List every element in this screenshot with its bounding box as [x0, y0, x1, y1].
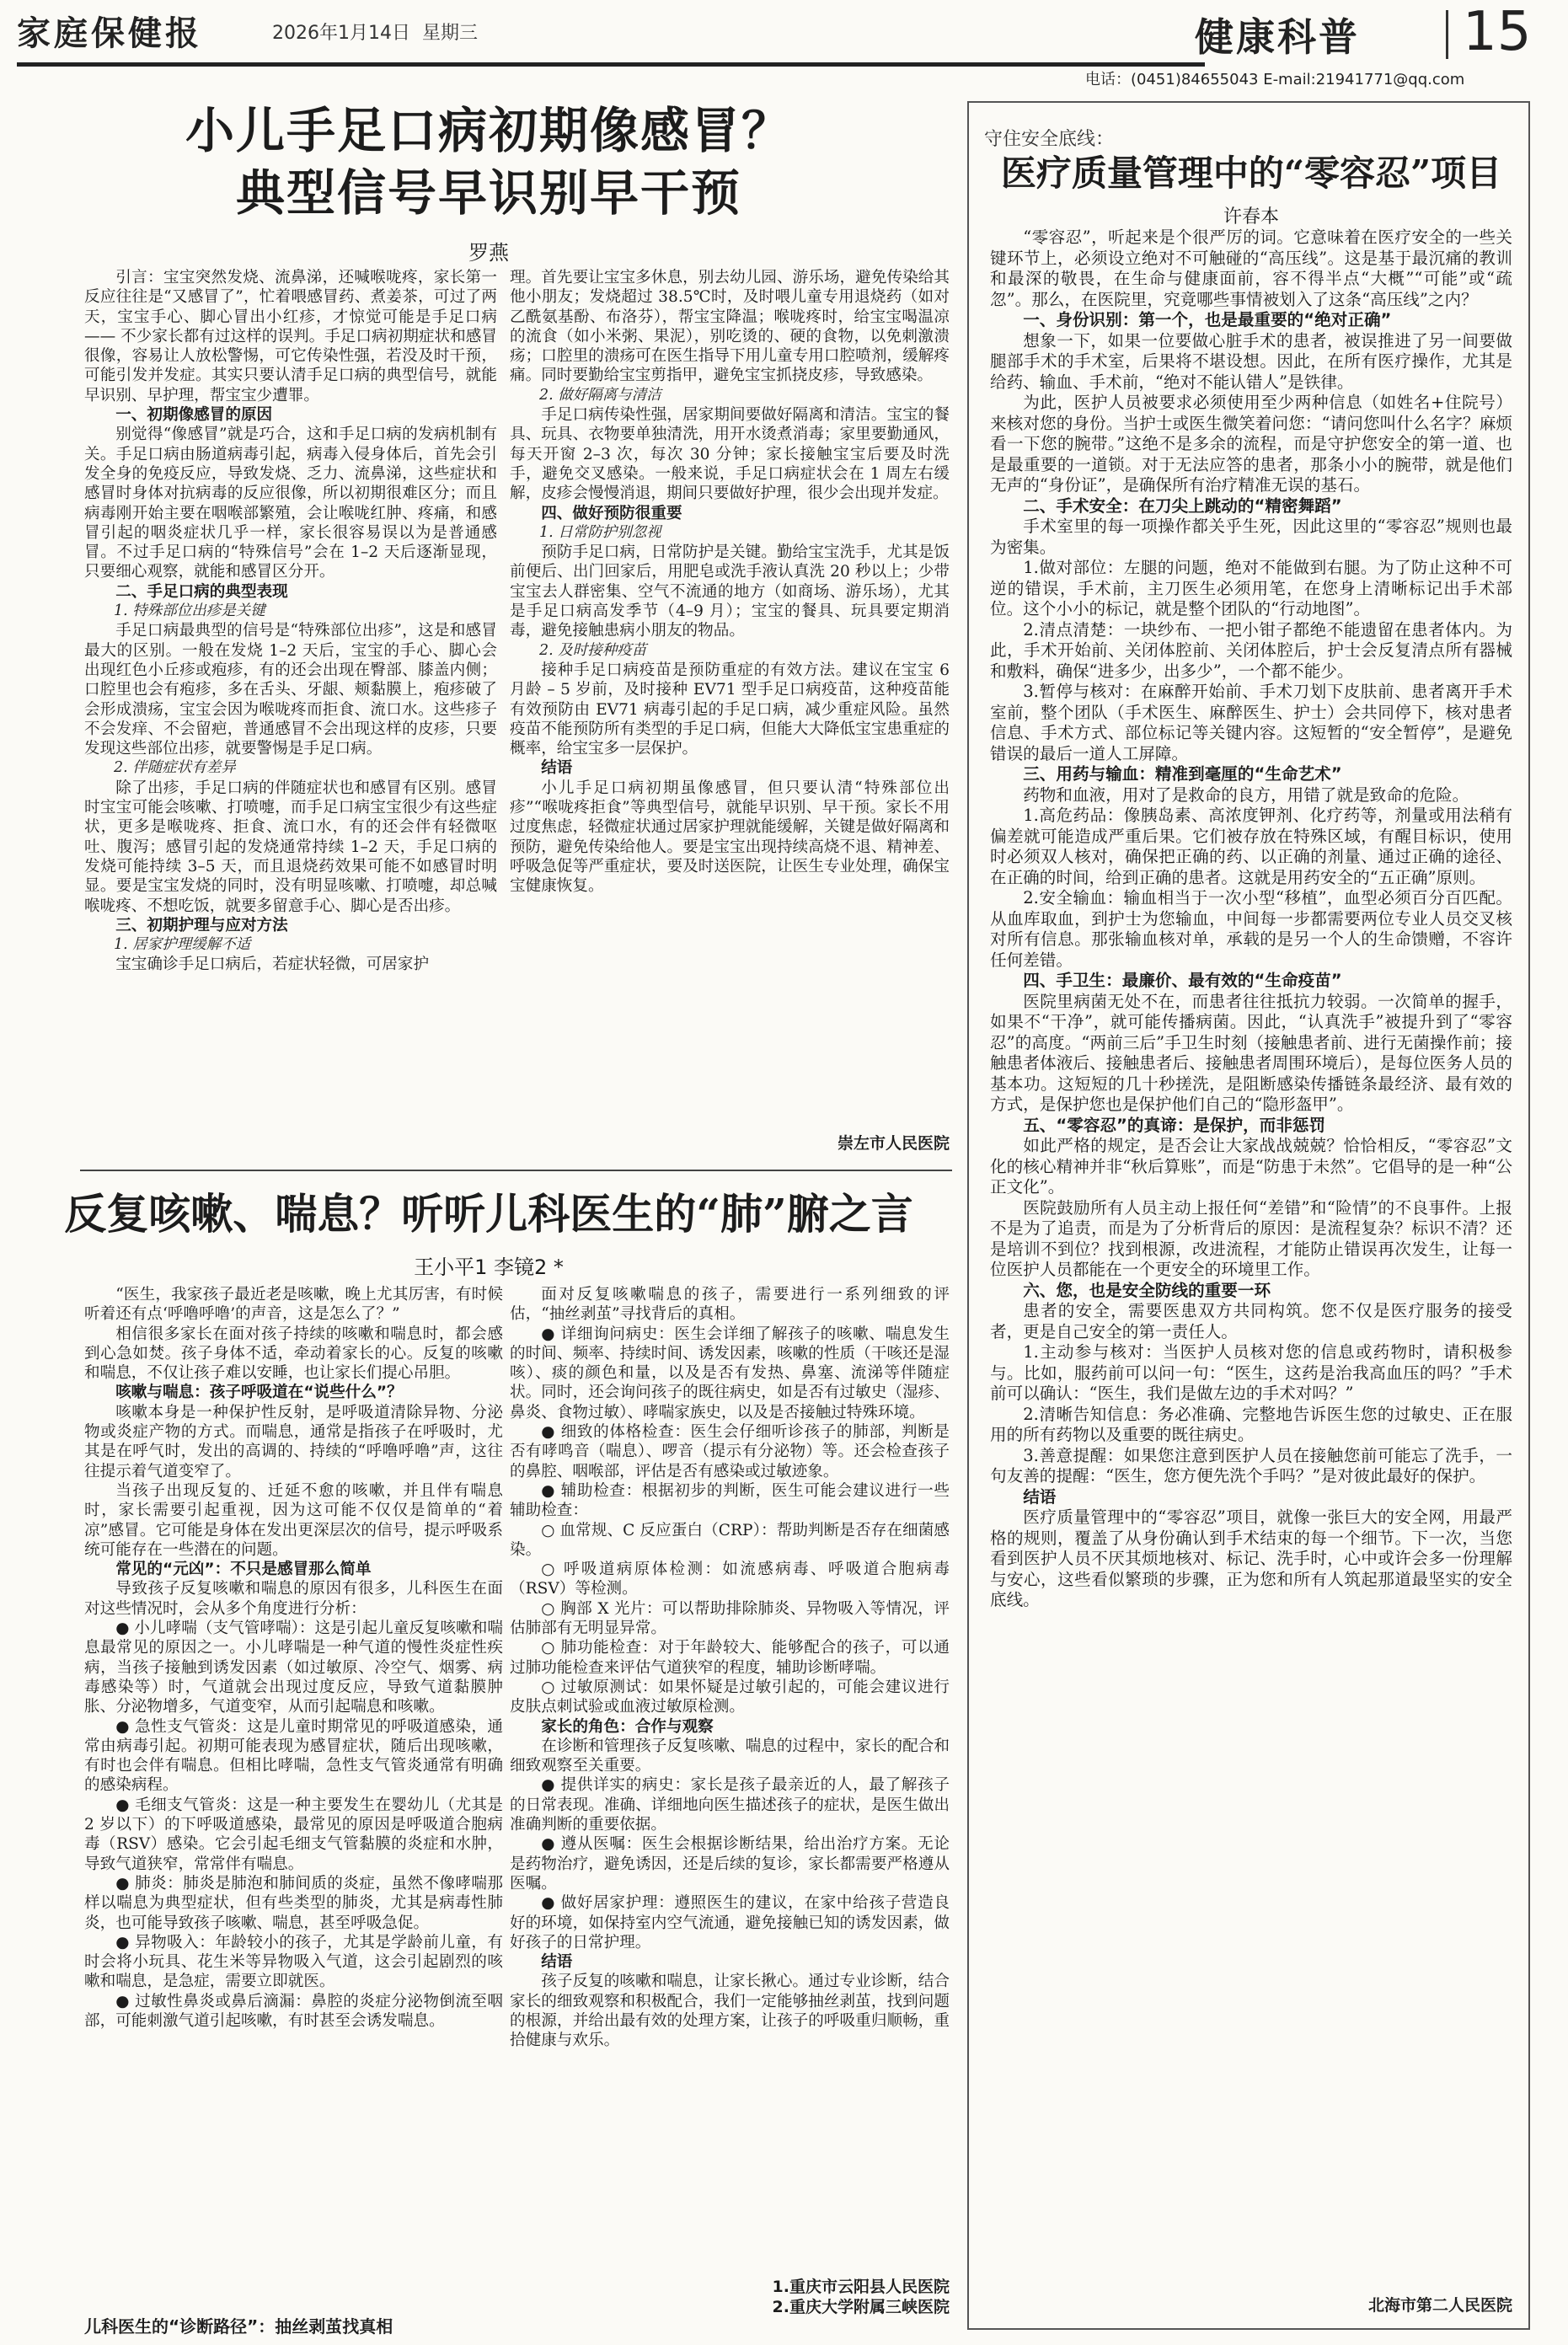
paragraph: 医院里病菌无处不在，而患者往往抵抗力较弱。一次简单的握手，如果不“干净”，就可能传播病菌。因此，“认真洗手”被提升到了“零容忍”的高度。“两前三后”手卫生时刻（接触患者前、进行无菌操作前；接触患者体液后、接触患者后、接触患者周围环境后），是每位医务人员的基本功。这短短的几十秒搓洗，是阻断感染传播链条最经济、最有效的方式，是保护您也是保护他们自己的“隐形盔甲”。 [990, 991, 1512, 1114]
section-heading: 三、初期护理与应对方法 [115, 916, 288, 934]
article1-signature: 崇左市人民医院 [837, 1134, 950, 1153]
section-heading: 2. 做好隔离与清洁 [539, 386, 661, 404]
masthead [0, 0, 1568, 93]
sidebar-signature: 北海市第二人民医院 [1367, 2296, 1512, 2315]
paragraph: 手术室里的每一项操作都关乎生死，因此这里的“零容忍”规则也最为密集。 [990, 517, 1512, 557]
sidebar-body [990, 228, 1512, 1611]
paragraph: ○ 血常规、C 反应蛋白（CRP）：帮助判断是否存在细菌感染。 [510, 1521, 950, 1559]
article1-title-line1: 小儿手足口病初期像感冒？ [185, 102, 792, 159]
paragraph: 小儿手足口病初期虽像感冒，但只要认清“特殊部位出疹”“喉咙疼拒食”等典型信号，就能早识别、早干预。家长不用过度焦虑，轻微症状通过居家护理就能缓解，关键是做好隔离和预防，避免传染给他人。要是宝宝出现持续高烧不退、精神差、呼吸急促等严重症状，要及时送医院，让医生专业处理，确保宝宝健康恢复。 [510, 779, 950, 896]
paragraph: 如此严格的规定，是否会让大家战战兢兢？恰恰相反，“零容忍”文化的核心精神并非“秋后算账”，而是“防患于未然”。它倡导的是一种“公正文化”。 [990, 1136, 1512, 1197]
section-heading: 二、手足口病的典型表现 [115, 582, 288, 601]
paragraph: 别觉得“像感冒”就是巧合，这和手足口病的发病机制有关。手足口病由肠道病毒引起，病毒入侵身体后，首先会引发全身的免疫反应，导致发烧、乏力、流鼻涕，这些症状和感冒时身体对抗病毒的反应很像，所以初期很难区分；而且病毒刚开始主要在咽喉部繁殖，会让喉咙红肿、疼痛，和感冒引起的咽炎症状几乎一样，家长很容易误以为是普通感冒。不过手足口病的“特殊信号”会在 1–2 天后逐渐显现，只要细心观察，就能和感冒区分开。 [84, 426, 497, 581]
paragraph: 接种手足口病疫苗是预防重症的有效方法。建议在宝宝 6 月龄 – 5 岁前，及时接种 EV71 型手足口病疫苗，这种疫苗能有效预防由 EV71 病毒引起的手足口病，减少重症风险。虽然疫苗不能预防所有类型的手足口病，但能大大降低宝宝患重症的概率，给宝宝多一层保护。 [510, 661, 950, 758]
sidebar-kicker: 守住安全底线： [984, 129, 1115, 150]
section-heading: 一、初期像感冒的原因 [115, 406, 273, 425]
paragraph: “医生，我家孩子最近老是咳嗽，晚上尤其厉害，有时候听着还有点‘呼噜呼噜’的声音，这是怎么了？” [84, 1286, 503, 1324]
article1-headline [34, 99, 944, 224]
paragraph: ○ 过敏原测试：如果怀疑是过敏引起的，可能会建议进行皮肤点刺试验或血液过敏原检测。 [510, 1678, 950, 1716]
paragraph: ● 毛细支气管炎：这是一种主要发生在婴幼儿（尤其是 2 岁以下）的下呼吸道感染，最常见的原因是呼吸道合胞病毒（RSV）感染。它会引起毛细支气管黏膜的炎症和水肿，导致气道狭窄，常常伴有喘息。 [84, 1796, 503, 1873]
weekday: 星期三 [421, 23, 478, 44]
paragraph: ● 遵从医嘱：医生会根据诊断结果，给出治疗方案。无论是药物治疗，避免诱因，还是后续的复诊，家长都需要严格遵从医嘱。 [510, 1835, 950, 1893]
paragraph: 药物和血液，用对了是救命的良方，用错了就是致命的危险。 [1023, 784, 1469, 805]
section-heading: 四、手卫生：最廉价、最有效的“生命疫苗” [1023, 971, 1342, 990]
section-name: 健康科普 [1195, 14, 1360, 60]
section-heading: 四、做好预防很重要 [541, 504, 682, 522]
paragraph: ● 过敏性鼻炎或鼻后滴漏：鼻腔的炎症分泌物倒流至咽部，可能刺激气道引起咳嗽，有时甚至会诱发喘息。 [84, 1992, 503, 2030]
paragraph: ● 详细询问病史：医生会详细了解孩子的咳嗽、喘息发生的时间、频率、持续时间、诱发因素，咳嗽的性质（干咳还是湿咳）、痰的颜色和量，以及是否有发热、鼻塞、流涕等伴随症状。同时，还会询问孩子的既往病史，如是否有过敏史（湿疹、鼻炎、食物过敏）、哮喘家族史，以及是否接触过特殊环境。 [510, 1325, 950, 1421]
section-heading: 家长的角色：合作与观察 [541, 1717, 714, 1736]
paragraph: 咳嗽本身是一种保护性反射，是呼吸道清除异物、分泌物或炎症产物的方式。而喘息，通常是指孩子在呼吸时，尤其是在呼气时，发出的高调的、持续的“呼噜呼噜”声，这往往提示着气道变窄了。 [84, 1403, 503, 1480]
paragraph: 宝宝确诊手足口病后，若症状轻微，可居家护 [115, 956, 430, 974]
article2-signature [510, 2277, 950, 2317]
paragraph: 手足口病最典型的信号是“特殊部位出疹”，这是和感冒最大的区别。一般在发烧 1–2 天后，宝宝的手心、脚心会出现红色小丘疹或疱疹，有的还会出现在臀部、膝盖内侧；口腔里也会有疱疹，多在舌头、牙龈、颊黏膜上，疱疹破了会形成溃疡，宝宝会因为喉咙疼而拒食、流口水。这些疹子不会发痒、不会留疤，普通感冒不会出现这样的皮疹，只要发现这些部位出疹，就要警惕是手足口病。 [84, 622, 497, 758]
section-heading: 常见的“元凶”：不只是感冒那么简单 [115, 1561, 372, 1579]
sidebar-title: 医疗质量管理中的“零容忍”项目 [1000, 153, 1502, 194]
paragraph: 相信很多家长在面对孩子持续的咳嗽和喘息时，都会感到心急如焚。孩子身体不适，牵动着家长的心。反复的咳嗽和喘息，不仅让孩子难以安睡，也让家长们提心吊胆。 [84, 1325, 503, 1383]
paragraph: 3.善意提醒：如果您注意到医护人员在接触您前可能忘了洗手，一句友善的提醒：“医生，您方便先洗个手吗？”是对彼此最好的保护。 [990, 1445, 1512, 1486]
paragraph: ○ 肺功能检查：对于年龄较大、能够配合的孩子，可以通过肺功能检查来评估气道狭窄的程度，辅助诊断哮喘。 [510, 1639, 950, 1677]
section-heading: 1. 居家护理缓解不适 [114, 936, 251, 954]
article2-affiliation-2: 2.重庆大学附属三峡医院 [772, 2298, 950, 2316]
section-heading: 咳嗽与喘息：孩子呼吸道在“说些什么”？ [115, 1384, 403, 1402]
paragraph: ● 急性支气管炎：这是儿童时期常见的呼吸道感染，通常由病毒引起。初期可能表现为感冒症状，随后出现咳嗽，有时也会伴有喘息。但相比哮喘，急性支气管炎通常有明确的感染病程。 [84, 1717, 503, 1795]
article2-author: 王小平1 李镜2 * [414, 1255, 564, 1279]
sidebar-author: 许春本 [1223, 206, 1279, 228]
paragraph: 预防手足口病，日常防护是关键。勤给宝宝洗手，尤其是饭前便后、出门回家后，用肥皂或洗手液认真洗 20 秒以上；少带宝宝去人群密集、空气不流通的地方（如商场、游乐场），尤其是手足口病高发季节（4–9 月）；宝宝的餐具、玩具要定期消毒，避免接触患病小朋友的物品。 [510, 543, 950, 640]
paragraph: 当孩子出现反复的、迁延不愈的咳嗽，并且伴有喘息时，家长需要引起重视，因为这可能不仅仅是简单的“着凉”感冒。它可能是身体在发出更深层次的信号，提示呼吸系统可能存在一些潜在的问题。 [84, 1481, 503, 1559]
paragraph: ● 异物吸入：年龄较小的孩子，尤其是学龄前儿童，有时会将小玩具、花生米等异物吸入气道，这会引起剧烈的咳嗽和喘息，是急症，需要立即就医。 [84, 1933, 503, 1991]
article1-author: 罗燕 [468, 241, 509, 265]
paragraph: 1.做对部位：左腿的问题，绝对不能做到右腿。为了防止这种不可逆的错误，手术前，主刀医生必须用笔，在您身上清晰标记出手术部位。这个小小的标记，就是整个团队的“行动地图”。 [990, 558, 1512, 618]
section-heading: 结语 [541, 759, 573, 778]
paragraph: 医疗质量管理中的“零容忍”项目，就像一张巨大的安全网，用最严格的规则，覆盖了从身份确认到手术结束的每一个细节。下一次，当您看到医护人员不厌其烦地核对、标记、洗手时，心中或许会多一份理解与安心，这些看似繁琐的步骤，正为您和所有人筑起那道最坚实的安全底线。 [990, 1507, 1512, 1609]
paragraph: 面对反复咳嗽喘息的孩子，需要进行一系列细致的评估，“抽丝剥茧”寻找背后的真相。 [510, 1286, 950, 1324]
section-heading: 2. 及时接种疫苗 [539, 641, 647, 659]
paragraph: ● 辅助检查：根据初步的判断，医生可能会建议进行一些辅助检查： [510, 1481, 950, 1520]
paragraph: 患者的安全，需要医患双方共同构筑。您不仅是医疗服务的接受者，更是自己安全的第一责任人。 [990, 1301, 1512, 1341]
section-heading: 1. 特殊部位出疹是关键 [114, 602, 265, 620]
section-heading: 二、手术安全：在刀尖上跳动的“精密舞蹈” [1023, 495, 1342, 516]
section-divider [1446, 10, 1448, 59]
article-divider [80, 1170, 952, 1171]
section-heading: 1. 日常防护别忽视 [539, 523, 661, 541]
paragraph: 医院鼓励所有人员主动上报任何“差错”和“险情”的不良事件。上报不是为了追责，而是为了分析背后的原因：是流程复杂？标识不清？还是培训不到位？找到根源，改进流程，才能防止错误再次发生，让每一位医护人员都能在一个更安全的环境里工作。 [990, 1197, 1512, 1279]
paragraph: ● 肺炎：肺炎是肺泡和肺间质的炎症，虽然不像哮喘那样以喘息为典型症状，但有些类型的肺炎，尤其是病毒性肺炎，也可能导致孩子咳嗽、喘息，甚至呼吸急促。 [84, 1874, 503, 1932]
paragraph: 除了出疹，手足口病的伴随症状也和感冒有区别。感冒时宝宝可能会咳嗽、打喷嚏，而手足口病宝宝很少有这些症状，更多是喉咙疼、拒食、流口水，有的还会伴有轻微呕吐、腹泻；感冒引起的发烧通常持续 1–2 天，手足口病的发烧可能持续 3–5 天，而且退烧药效果可能不如感冒时明显。要是宝宝发烧的同时，没有明显咳嗽、打喷嚏，却总喊喉咙疼、不想吃饭，就要多留意手心、脚心是否出疹。 [84, 779, 497, 915]
article1-column-2 [510, 268, 950, 897]
paragraph: 2.安全输血：输血相当于一次小型“移植”，血型必须百分百匹配。从血库取血，到护士为您输血，中间每一步都需要两位专业人员交叉核对所有信息。那张输血核对单，承载的是另一个人的生命馈赠，不容许任何差错。 [990, 888, 1512, 970]
paragraph: 1.高危药品：像胰岛素、高浓度钾剂、化疗药等，剂量或用法稍有偏差就可能造成严重后果。它们被存放在特殊区域，有醒目标识，使用时必须双人核对，确保把正确的药、以正确的剂量、通过正确的途径、在正确的时间，给到正确的患者。这就是用药安全的“五正确”原则。 [990, 806, 1512, 887]
paragraph: 2.清晰告知信息：务必准确、完整地告诉医生您的过敏史、正在服用的所有药物以及重要的既往病史。 [990, 1404, 1512, 1444]
contact-info: 电话：(0451)84655043 E-mail:21941771@qq.com [1085, 71, 1465, 88]
paragraph: 想象一下，如果一位要做心脏手术的患者，被误推进了另一间要做腿部手术的手术室，后果将不堪设想。因此，在所有医疗操作，尤其是给药、输血、手术前，“绝对不能认错人”是铁律。 [990, 330, 1512, 392]
page-number: 15 [1463, 1, 1532, 63]
article2-column-1 [84, 1285, 503, 2031]
paper-name: 家庭保健报 [17, 13, 202, 53]
article2-headline: 反复咳嗽、喘息？听听儿科医生的“肺”腑之言 [64, 1189, 913, 1239]
issue-date [272, 19, 490, 45]
paragraph: “零容忍”，听起来是个很严厉的词。它意味着在医疗安全的一些关键环节上，必须设立绝对不可触碰的“高压线”。这是基于最沉痛的教训和最深的敬畏，在生命与健康面前，容不得半点“大概”“可能”或“疏忽”。那么，在医院里，究竟哪些事情被划入了这条“高压线”之内？ [990, 228, 1512, 309]
paragraph: ● 做好居家护理：遵照医生的建议，在家中给孩子营造良好的环境，如保持室内空气流通，避免接触已知的诱发因素，做好孩子的日常护理。 [510, 1894, 950, 1951]
paragraph: 1.主动参与核对：当医护人员核对您的信息或药物时，请积极参与。比如，服药前可以问一句：“医生，这药是治我高血压的吗？”手术前可以确认：“医生，我们是做左边的手术对吗？” [990, 1342, 1512, 1403]
section-heading: 三、用药与输血：精准到毫厘的“生命艺术” [1023, 764, 1342, 784]
section-heading: 五、“零容忍”的真谛：是保护，而非惩罚 [1023, 1115, 1326, 1135]
section-heading: 2. 伴随症状有差异 [114, 759, 236, 777]
paragraph: ○ 胸部 X 光片：可以帮助排除肺炎、异物吸入等情况，评估肺部有无明显异常。 [510, 1599, 950, 1638]
paragraph: ○ 呼吸道病原体检测：如流感病毒、呼吸道合胞病毒（RSV）等检测。 [510, 1561, 950, 1598]
paragraph: 2.清点清楚：一块纱布、一把小钳子都绝不能遗留在患者体内。为此，手术开始前、关闭体腔前、关闭体腔后，护士会反复清点所有器械和敷料，确保“进多少，出多少”，一个都不能少。 [990, 619, 1512, 681]
section-heading: 一、身份识别：第一个，也是最重要的“绝对正确” [1023, 310, 1392, 329]
paragraph: 孩子反复的咳嗽和喘息，让家长揪心。通过专业诊断，结合家长的细致观察和积极配合，我们一定能够抽丝剥茧，找到问题的根源，并给出最有效的处理方案，让孩子的呼吸重归顺畅，重拾健康与欢乐。 [510, 1973, 950, 2050]
paragraph: 理。首先要让宝宝多休息，别去幼儿园、游乐场，避免传染给其他小朋友；发烧超过 38.5℃时，及时喂儿童专用退烧药（如对乙酰氨基酚、布洛芬），帮宝宝降温；喉咙疼时，给宝宝喝温凉的流食（如小米粥、果泥），别吃烫的、硬的食物，以免刺激溃疡；口腔里的溃疡可在医生指导下用儿童专用口腔喷剂，缓解疼痛。同时要勤给宝宝剪指甲，避免宝宝抓挠皮疹，导致感染。 [510, 269, 950, 385]
article2-bottom-subhead: 儿科医生的“诊断路径”：抽丝剥茧找真相 [84, 2316, 393, 2337]
paragraph: 3.暂停与核对：在麻醉开始前、手术刀划下皮肤前、患者离开手术室前，整个团队（手术医生、麻醉医生、护士）会共同停下，核对患者信息、手术方式、部位标记等关键内容。这短暂的“安全暂停”，是避免错误的最后一道人工屏障。 [990, 682, 1512, 763]
article1-title-line2: 典型信号早识别早干预 [235, 164, 741, 222]
paragraph: 导致孩子反复咳嗽和喘息的原因有很多，儿科医生在面对这些情况时，会从多个角度进行分析： [84, 1580, 503, 1618]
paragraph: 为此，医护人员被要求必须使用至少两种信息（如姓名+住院号）来核对您的身份。当护士或医生微笑着问您：“请问您叫什么名字？麻烦看一下您的腕带。”这绝不是多余的流程，而是守护您安全的第一道、也是最重要的一道锁。对于无法应答的患者，那条小小的腕带，就是他们无声的“身份证”，是确保所有治疗精准无误的基石。 [990, 393, 1512, 495]
masthead-rule [17, 62, 1205, 67]
article2-column-2 [510, 1285, 950, 2051]
article2-affiliation-1: 1.重庆市云阳县人民医院 [772, 2278, 950, 2296]
paragraph: 引言：宝宝突然发烧、流鼻涕，还喊喉咙疼，家长第一反应往往是“又感冒了”，忙着喂感冒药、煮姜茶，可过了两天，宝宝手心、脚心冒出小红疹，才惊觉可能是手足口病 —— 不少家长都有过这样的误判。手足口病初期症状和感冒很像，容易让人放松警惕，可它传染性强，若没及时干预，可能引发并发症。其实只要认清手足口病的典型信号，就能早识别、早护理，帮宝宝少遭罪。 [84, 269, 497, 404]
article1-column-1 [84, 268, 497, 975]
paragraph: ● 细致的体格检查：医生会仔细听诊孩子的肺部，判断是否有哮鸣音（喘息）、啰音（提示有分泌物）等。还会检查孩子的鼻腔、咽喉部，评估是否有感染或过敏迹象。 [510, 1423, 950, 1480]
paragraph: ● 提供详实的病史：家长是孩子最亲近的人，最了解孩子的日常表现。准确、详细地向医生描述孩子的症状，是医生做出准确判断的重要依据。 [510, 1776, 950, 1834]
paragraph: 在诊断和管理孩子反复咳嗽、喘息的过程中，家长的配合和细致观察至关重要。 [510, 1737, 950, 1775]
section-heading: 结语 [1023, 1486, 1057, 1507]
paragraph: 手足口病传染性强，居家期间要做好隔离和清洁。宝宝的餐具、玩具、衣物要单独清洗，用开水烫煮消毒；家里要勤通风，每天开窗 2–3 次，每次 30 分钟；家长接触宝宝后要及时洗手，避免交叉感染。一般来说，手足口病症状会在 1 周左右缓解，皮疹会慢慢消退，期间只要做好护理，很少会出现并发症。 [510, 406, 950, 503]
section-heading: 结语 [541, 1953, 573, 1972]
section-heading: 六、您，也是安全防线的重要一环 [1023, 1280, 1271, 1300]
paragraph: ● 小儿哮喘（支气管哮喘）：这是引起儿童反复咳嗽和喘息最常见的原因之一。小儿哮喘是一种气道的慢性炎症性疾病，当孩子接触到诱发因素（如过敏原、冷空气、烟雾、病毒感染等）时，气道就会出现过度反应，导致气道黏膜肿胀、分泌物增多，气道变窄，从而引起喘息和咳嗽。 [84, 1620, 503, 1716]
date: 2026年1月14日 [272, 23, 410, 44]
